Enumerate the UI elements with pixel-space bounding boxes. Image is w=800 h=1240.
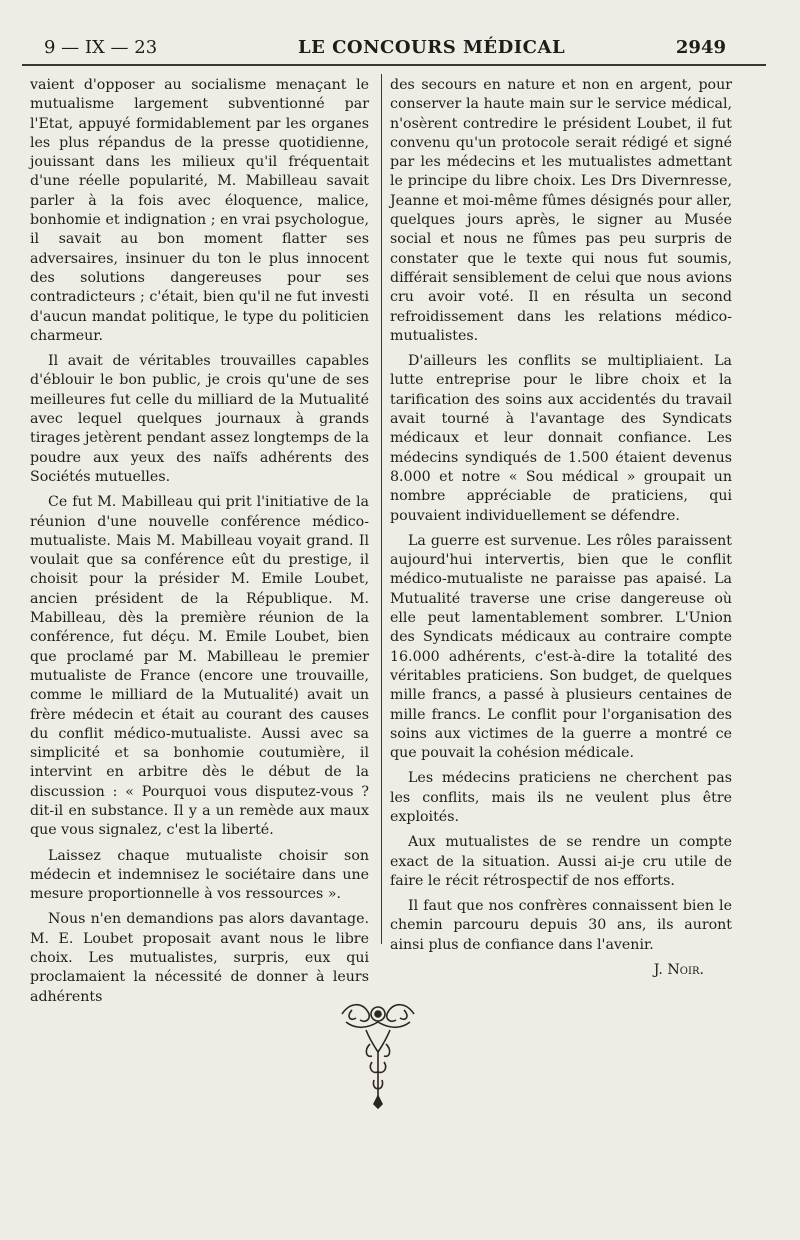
column-divider: [381, 74, 382, 944]
paragraph: des secours en nature et non en argent, pour conserver la haute main sur le service médical, n'osèrent contredire le président Loubet, il fut convenu qu'un protocole serait rédigé et signé par les médecins et les mutualistes admettant le principe du libre choix. Les Drs Divernresse, Jeanne et moi-même fûmes désignés pour aller, quelques jours après, le signer au Musée social et nous ne fûmes pas peu surpris de constater que le texte qui nous fut soumis, différait sensiblement de celui que nous avions cru avoir voté. Il en résulta un second refroidissement dans les relations médico-mutualistes.: [390, 77, 732, 344]
paragraph: Nous n'en demandions pas alors davantage. M. E. Loubet proposait avant nous le libre choix. Les mutualistes, surpris, eux qui proclamaient la nécessité de donner à leurs adhérents: [30, 911, 369, 1005]
paragraph: Ce fut M. Mabilleau qui prit l'initiative de la réunion d'une nouvelle conférence médico-mutualiste. Mais M. Mabilleau voyait grand. Il voulait que sa conférence eût du prestige, il choisit pour la présider M. Emile Loubet, ancien président de la République. M. Mabilleau, dès la première réunion de la conférence, fut déçu. M. Emile Loubet, bien que proclamé par M. Mabilleau le premier mutualiste de France (encore une trouvaille, comme le milliard de la Mutualité) avait un frère médecin et était au courant des causes du conflit médico-mutualiste. Aussi avec sa simplicité et sa bonhomie coutumière, il intervint en arbitre dès le début de la discussion : « Pourquoi vous disputez-vous ? dit-il en substance. Il y a un remède aux maux que vous signalez, c'est la liberté.: [30, 494, 369, 839]
paragraph: D'ailleurs les conflits se multipliaient. La lutte entreprise pour le libre choix et la tarification des soins aux accidentés du travail avait tourné à l'avantage des Syndicats médicaux et leur donnait confiance. Les médecins syndiqués de 1.500 étaient devenus 8.000 et notre « Sou médical » groupait un nombre appréciable de praticiens, qui pouvaient individuellement se défendre.: [390, 353, 732, 524]
page-number: 2949: [675, 37, 726, 58]
header-rule: [22, 64, 766, 66]
journal-title: LE CONCOURS MÉDICAL: [297, 37, 566, 58]
page-header: [44, 28, 726, 58]
floral-vignette-icon: [336, 1000, 420, 1110]
paragraph: Aux mutualistes de se rendre un compte exact de la situation. Aussi ai-je cru utile de faire le récit rétrospectif de nos efforts.: [390, 834, 732, 889]
paragraph: vaient d'opposer au socialisme menaçant le mutualisme largement subventionné par l'Etat, appuyé formidablement par les organes les plus répandus de la presse quotidienne, jouissant dans les milieux qu'il fréquentait d'une réelle popularité, M. Mabilleau savait parler à la fois avec éloquence, malice, bonhomie et indignation ; en vrai psychologue, il savait au bon moment flatter ses adversaires, insinuer du ton le plus innocent des solutions dangereuses pour ses contradicteurs ; c'était, bien qu'il ne fut investi d'aucun mandat politique, le type du politicien charmeur.: [30, 77, 369, 344]
author-signature: J. Noir.: [653, 962, 704, 979]
right-column: [390, 76, 732, 986]
paragraph: La guerre est survenue. Les rôles paraissent aujourd'hui intervertis, bien que le conflit médico-mutualiste ne paraisse pas apaisé. La Mutualité traverse une crise dangereuse où elle peut lamentablement sombrer. L'Union des Syndicats médicaux au contraire compte 16.000 adhérents, c'est-à-dire la totalité des véritables praticiens. Son budget, de quelques mille francs, a passé à plusieurs centaines de mille francs. Le conflit pour l'organisation des soins aux victimes de la guerre a montré ce que pouvait la cohésion médicale.: [390, 532, 732, 762]
paragraph: Il avait de véritables trouvailles capables d'éblouir le bon public, je crois qu'une de ses meilleures fut celle du milliard de la Mutualité avec lequel quelques journaux à grands tirages jetèrent pendant assez longtemps de la poudre aux yeux des naïfs adhérents des Sociétés mutuelles.: [30, 353, 369, 485]
issue-date: 9 — IX — 23: [44, 37, 158, 58]
paragraph: Laissez chaque mutualiste choisir son médecin et indemnisez le sociétaire dans une mesure proportionnelle à vos ressources ».: [30, 847, 369, 903]
paragraph: Il faut que nos confrères connaissent bien le chemin parcouru depuis 30 ans, ils auront ainsi plus de confiance dans l'avenir.: [390, 898, 732, 953]
left-column: [30, 76, 369, 1013]
paragraph: Les médecins praticiens ne cherchent pas les conflits, mais ils ne veulent plus être exploités.: [390, 770, 732, 825]
